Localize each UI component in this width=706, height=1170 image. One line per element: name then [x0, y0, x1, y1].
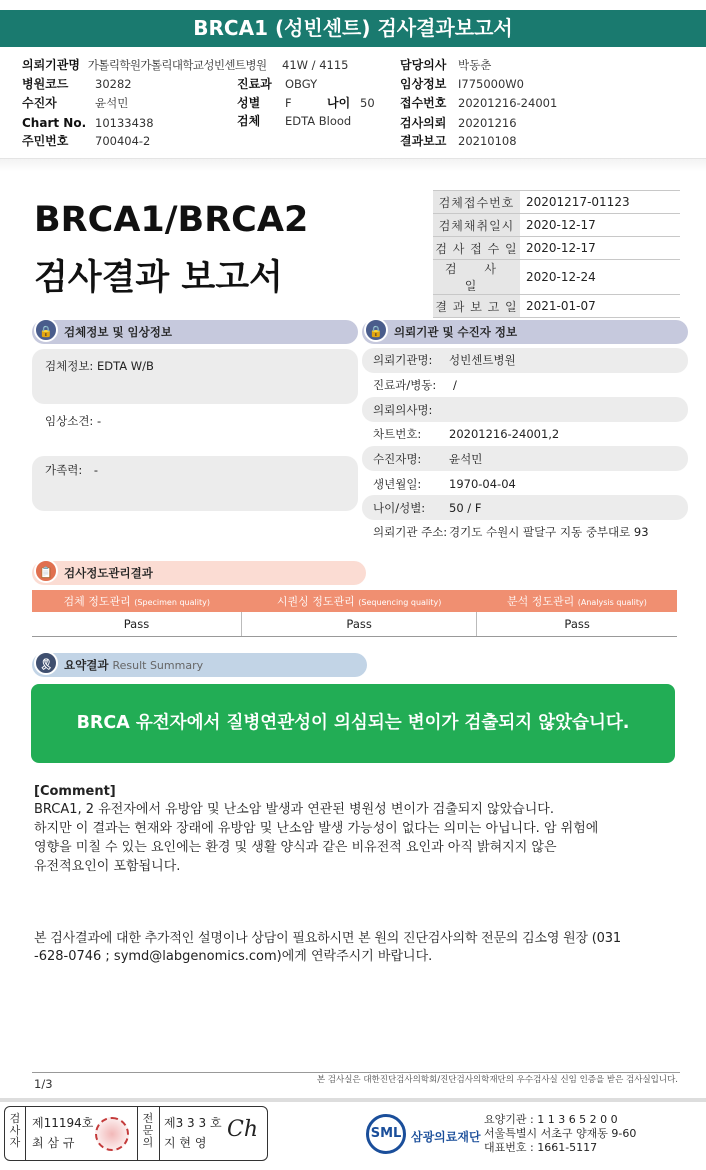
- page-number: 1/3: [34, 1077, 53, 1091]
- inspector-license: 제11194호: [32, 1116, 94, 1130]
- ribbon-icon: 🎗: [34, 651, 58, 675]
- specimen-value: EDTA Blood: [285, 114, 352, 128]
- resident-no-label: 주민번호: [22, 134, 69, 148]
- comment-line: 영향을 미칠 수 있는 요인에는 환경 및 생활 양식과 같은 비유전적 요인과 아직 밝혀지지 않은: [34, 840, 557, 855]
- header-separator: [0, 158, 706, 172]
- chart-no-value: 10133438: [95, 116, 154, 130]
- signature-icon: Ch: [227, 1117, 259, 1142]
- dates-table: [433, 190, 680, 318]
- request-date-value: 20201216: [458, 116, 517, 130]
- dept-value: OBGY: [285, 77, 318, 91]
- inspector-label: 검사자: [9, 1112, 21, 1149]
- analysis-quality-value: Pass: [477, 612, 677, 636]
- table-row: 결 과 보 고 일 2021-01-07: [433, 295, 680, 318]
- hospital-code-value: 30282: [95, 77, 132, 91]
- client-org-value: 성빈센트병원: [449, 353, 516, 367]
- client-doctor-label: 의뢰의사명:: [373, 403, 433, 417]
- patient-label: 수진자: [22, 96, 57, 110]
- specimen-section-header: [32, 320, 358, 344]
- client-chart-label: 차트번호:: [373, 427, 422, 441]
- client-dept-label: 진료과/병동:: [373, 378, 437, 392]
- summary-section-header: [32, 653, 367, 677]
- client-chart-value: 20201216-24001,2: [449, 427, 560, 441]
- reviewer-label: 전문의: [142, 1112, 154, 1149]
- sex-value: F: [285, 96, 292, 110]
- client-patient-label: 수진자명:: [373, 452, 422, 466]
- accreditation-note: 본 검사실은 대한진단검사의학회/진단검사의학재단의 우수검사실 신임 인증을 받은 검사실입니다.: [316, 1075, 678, 1085]
- summary-title-en: Result Summary: [112, 659, 204, 672]
- org-label: 의뢰기관명: [22, 58, 80, 72]
- table-row: 검체채취일시 2020-12-17: [433, 214, 680, 237]
- client-address-label: 의뢰기관 주소:: [373, 525, 448, 539]
- quality-section-header: [32, 561, 366, 585]
- request-date-label: 검사의뢰: [400, 116, 447, 130]
- inspector-name: 최 삼 규: [32, 1136, 75, 1150]
- chart-no-label: Chart No.: [22, 116, 87, 130]
- org-phone: 대표번호 : 1661-5117: [484, 1141, 598, 1154]
- org-info: [484, 1113, 636, 1155]
- table-row: 검체 정도관리 (Specimen quality) 시퀀싱 정도관리 (Sequencing quality) 분석 정도관리 (Analysis quality): [32, 590, 677, 612]
- footer-divider: [32, 1072, 680, 1073]
- reviewer-license: 제3 3 3 호: [164, 1116, 222, 1130]
- client-birth-label: 생년월일:: [373, 477, 422, 491]
- divider: [25, 1107, 26, 1160]
- quality-table: [32, 590, 677, 637]
- org-code: 요양기관 : 1 1 3 6 5 2 0 0: [484, 1113, 618, 1126]
- contact-line: -628-0746 ; symd@labgenomics.com)에게 연락주시기 바랍니다.: [34, 949, 433, 964]
- table-row: [32, 612, 677, 636]
- client-section-title: 의뢰기관 및 수진자 정보: [394, 325, 518, 339]
- ward-value: 41W / 4115: [282, 58, 349, 72]
- seal-icon: [95, 1117, 129, 1151]
- signature-box: [4, 1106, 268, 1161]
- comment-line: BRCA1, 2 유전자에서 유방암 및 난소암 발생과 연관된 병원성 변이가 검출되지 않았습니다.: [34, 802, 554, 817]
- divider: [137, 1107, 138, 1160]
- org-name: 삼광의료재단: [411, 1130, 481, 1144]
- doctor-value: 박동춘: [458, 58, 492, 72]
- contact-line: 본 검사결과에 대한 추가적인 설명이나 상담이 필요하시면 본 원의 진단검사의학 전문의 김소영 원장 (031: [34, 931, 621, 946]
- resident-no-value: 700404-2: [95, 134, 151, 148]
- report-date-value: 20210108: [458, 134, 517, 148]
- bottom-separator: [0, 1098, 706, 1102]
- specimen-label: 검체: [237, 114, 261, 128]
- comment-heading: [Comment]: [34, 784, 116, 799]
- comment-line: 유전적요인이 포함됩니다.: [34, 859, 181, 874]
- family-history-row: 가족력: -: [45, 463, 99, 477]
- patient-value: 윤석민: [95, 96, 129, 110]
- clipboard-icon: 📋: [34, 559, 58, 583]
- receipt-no-value: 20201216-24001: [458, 96, 558, 110]
- table-row: 검체접수번호 20201217-01123: [433, 191, 680, 214]
- client-birth-value: 1970-04-04: [449, 477, 516, 491]
- quality-section-title: 검사정도관리결과: [64, 566, 153, 580]
- report-banner: BRCA1 (성빈센트) 검사결과보고서: [0, 10, 706, 47]
- client-address-value: 경기도 수원시 팔달구 지동 중부대로 93: [449, 525, 649, 539]
- lock-icon: 🔒: [34, 318, 58, 342]
- dept-label: 진료과: [237, 77, 272, 91]
- client-dept-value: /: [453, 378, 457, 392]
- clinical-info-label: 임상정보: [400, 77, 447, 91]
- clinical-finding-row: 임상소견: -: [45, 414, 102, 428]
- client-agesex-value: 50 / F: [449, 501, 482, 515]
- specimen-quality-value: Pass: [32, 612, 241, 636]
- age-value: 50: [360, 96, 375, 110]
- sml-logo-icon: SML: [366, 1114, 406, 1154]
- org-address: 서울특별시 서초구 양재동 9-60: [484, 1127, 637, 1140]
- result-summary-box: BRCA 유전자에서 질병연관성이 의심되는 변이가 검출되지 않았습니다.: [31, 684, 675, 763]
- sex-label: 성별: [237, 96, 261, 110]
- clinical-info-value: I775000W0: [458, 77, 524, 91]
- report-date-label: 결과보고: [400, 134, 447, 148]
- age-label: 나이: [327, 96, 351, 110]
- specimen-section-title: 검체정보 및 임상정보: [64, 325, 172, 339]
- reviewer-name: 지 현 영: [164, 1136, 207, 1150]
- summary-title: 요약결과: [64, 658, 109, 672]
- specimen-info-row: 검체정보: EDTA W/B: [45, 359, 154, 373]
- client-org-label: 의뢰기관명:: [373, 353, 433, 367]
- divider: [159, 1107, 160, 1160]
- client-patient-value: 윤석민: [449, 452, 483, 466]
- lock-icon: 🔒: [364, 318, 388, 342]
- hospital-code-label: 병원코드: [22, 77, 69, 91]
- client-section-header: [362, 320, 688, 344]
- sequencing-quality-value: Pass: [241, 612, 476, 636]
- report-title-line2: 검사결과 보고서: [34, 258, 283, 298]
- report-title-line1: BRCA1/BRCA2: [34, 200, 309, 240]
- doctor-label: 담당의사: [400, 58, 447, 72]
- table-row: 검 사 접 수 일 2020-12-17: [433, 237, 680, 260]
- table-row: 검 사 일 2020-12-24: [433, 260, 680, 295]
- comment-line: 하지만 이 결과는 현재와 장래에 유방암 및 난소암 발생 가능성이 없다는 의미는 아닙니다. 암 위험에: [34, 821, 599, 836]
- receipt-no-label: 접수번호: [400, 96, 447, 110]
- client-agesex-label: 나이/성별:: [373, 501, 426, 515]
- header-org-row: [22, 56, 266, 75]
- org-value: 가톨릭학원가톨릭대학교성빈센트병원: [87, 58, 267, 72]
